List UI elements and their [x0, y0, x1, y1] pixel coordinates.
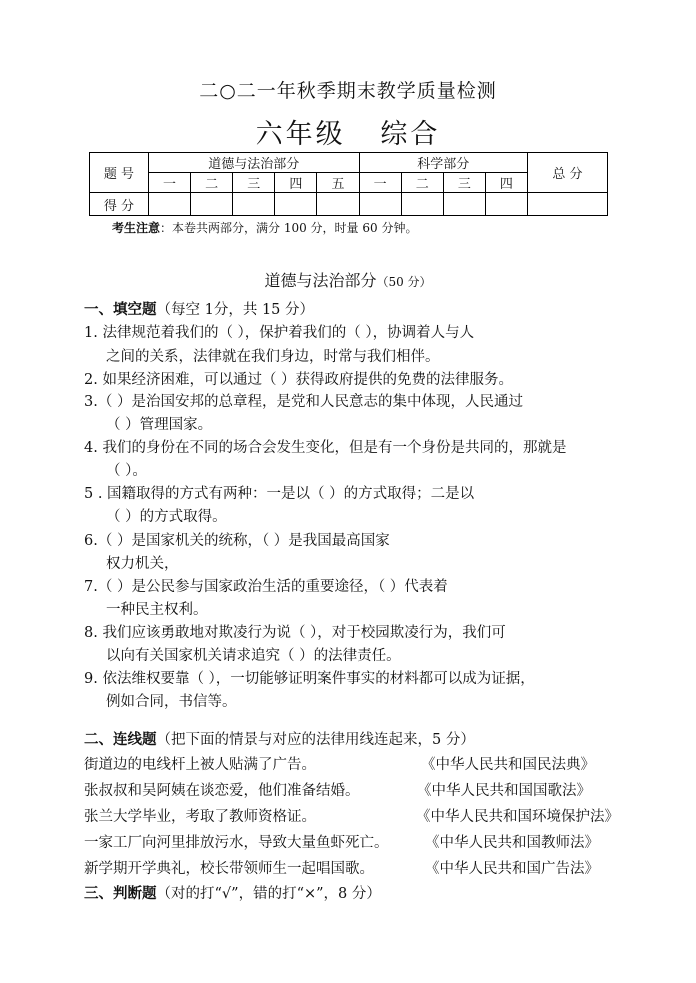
score-table-header-tihao: 题 号: [90, 153, 149, 193]
notice-text: ：本卷共两部分，满分 100 分，时量 60 分钟。: [160, 221, 418, 235]
section1-heading: [84, 298, 624, 319]
matching-situation[interactable]: 张叔叔和吴阿姨在谈恋爱，他们准备结婚。: [84, 783, 360, 799]
part-title-main: 道德与法治部分: [264, 271, 377, 290]
section2-heading: [84, 728, 624, 749]
section2-note: （把下面的情景与对应的法律用线连起来，5 分）: [156, 732, 475, 748]
question-line: （ ）。: [106, 463, 147, 479]
part-title-note: （50 分）: [376, 275, 432, 289]
score-cell-total[interactable]: [528, 193, 608, 216]
question-line: 4. 我们的身份在不同的场合会发生变化，但是有一个身份是共同的，那就是: [84, 440, 567, 456]
question-line: 之间的关系，法律就在我们身边，时常与我们相伴。: [106, 349, 440, 365]
matching-law[interactable]: 《中华人民共和国民法典》: [421, 757, 595, 773]
question-line: 2. 如果经济困难，可以通过（ ）获得政府提供的免费的法律服务。: [84, 372, 514, 388]
score-cell[interactable]: [191, 193, 233, 216]
score-cell[interactable]: [359, 193, 401, 216]
exam-notice: [112, 219, 417, 236]
score-table-item: 一: [149, 173, 191, 193]
question-line: 9. 依法维权要靠（ ），一切能够证明案件事实的材料都可以成为证据，: [84, 671, 535, 687]
exam-title: 二○二一年秋季期末教学质量检测: [199, 80, 497, 102]
score-table-row-label: 得 分: [90, 193, 149, 216]
score-cell[interactable]: [485, 193, 527, 216]
matching-law[interactable]: 《中华人民共和国环境保护法》: [416, 809, 619, 825]
question-line: 7.（ ）是公民参与国家政治生活的重要途径，（ ）代表着: [84, 579, 448, 595]
score-table-item: 四: [275, 173, 317, 193]
matching-law[interactable]: 《中华人民共和国教师法》: [425, 835, 599, 851]
matching-situation[interactable]: 一家工厂向河里排放污水，导致大量鱼虾死亡。: [84, 835, 389, 851]
score-table-item: 五: [317, 173, 359, 193]
matching-situation[interactable]: 街道边的电线杆上被人贴满了广告。: [84, 757, 316, 773]
grade-title: 六年级 综合: [255, 119, 441, 150]
score-cell[interactable]: [401, 193, 443, 216]
score-cell[interactable]: [275, 193, 317, 216]
question-line: 1. 法律规范着我们的（ ），保护着我们的（ ），协调着人与人: [84, 325, 475, 341]
score-cell[interactable]: [443, 193, 485, 216]
score-table-item: 二: [191, 173, 233, 193]
question-line: 权力机关，: [106, 556, 179, 572]
notice-label: 考生注意: [112, 221, 161, 235]
score-table-item: 四: [485, 173, 527, 193]
matching-law[interactable]: 《中华人民共和国国歌法》: [417, 783, 591, 799]
score-table-item: 一: [359, 173, 401, 193]
question-line: 3.（ ）是治国安邦的总章程，是党和人民意志的集中体现，人民通过: [84, 394, 523, 410]
part-title: [0, 268, 696, 291]
question-line: 5 . 国籍取得的方式有两种：一是以（ ）的方式取得；二是以: [84, 486, 475, 502]
score-table-header-science: 科学部分: [359, 153, 527, 173]
score-cell[interactable]: [317, 193, 359, 216]
question-line: 8. 我们应该勇敢地对欺凌行为说（ ），对于校园欺凌行为，我们可: [84, 625, 506, 641]
score-table-header-total: 总 分: [528, 153, 608, 193]
section3-heading-text: 三、判断题: [84, 885, 157, 902]
section2-heading-text: 二、连线题: [84, 731, 157, 748]
question-line: （ ）管理国家。: [106, 417, 213, 433]
score-table: [89, 152, 608, 216]
score-cell[interactable]: [233, 193, 275, 216]
matching-law[interactable]: 《中华人民共和国广告法》: [425, 861, 599, 877]
question-line: 6.（ ）是国家机关的统称，（ ）是我国最高国家: [84, 533, 390, 549]
score-table-item: 二: [401, 173, 443, 193]
section1-note: （每空 1分，共 15 分）: [156, 302, 315, 318]
score-table-item: 三: [443, 173, 485, 193]
section1-heading-text: 一、填空题: [84, 301, 157, 318]
question-line: 一种民主权利。: [106, 602, 208, 618]
question-line: 例如合同，书信等。: [106, 694, 237, 710]
matching-situation[interactable]: 新学期开学典礼，校长带领师生一起唱国歌。: [84, 861, 374, 877]
matching-situation[interactable]: 张兰大学毕业，考取了教师资格证。: [84, 809, 316, 825]
score-table-item: 三: [233, 173, 275, 193]
section3-note: （对的打“√”，错的打“×”，8 分）: [156, 886, 381, 902]
question-line: （ ）的方式取得。: [106, 509, 227, 525]
score-cell[interactable]: [149, 193, 191, 216]
score-table-header-defa: 道德与法治部分: [149, 153, 360, 173]
section3-heading: [84, 882, 624, 903]
question-line: 以向有关国家机关请求追究（ ）的法律责任。: [106, 648, 401, 664]
